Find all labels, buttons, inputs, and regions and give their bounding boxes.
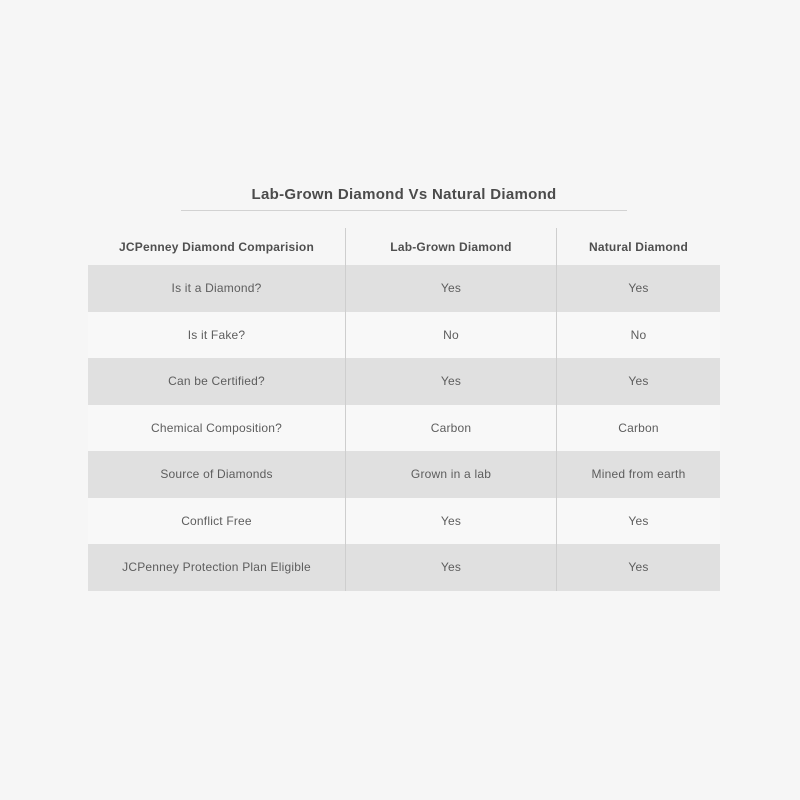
table-row [88,265,720,312]
table-row [88,312,720,359]
lab-grown-value-cell: Carbon [345,405,556,452]
table-row [88,451,720,498]
column-header-feature: JCPenney Diamond Comparision [119,239,314,254]
feature-cell: Source of Diamonds [160,467,273,482]
natural-value-cell: No [556,312,720,359]
lab-grown-value-cell: Yes [345,498,556,545]
natural-value-cell: Mined from earth [556,451,720,498]
comparison-table [88,228,720,591]
feature-cell: Is it Fake? [187,327,246,342]
column-header-lab-grown: Lab-Grown Diamond [345,228,556,265]
natural-value-cell: Yes [556,544,720,591]
natural-value-cell: Yes [556,358,720,405]
lab-grown-value-cell: Yes [345,544,556,591]
feature-cell: Conflict Free [181,513,252,528]
table-row [88,498,720,545]
feature-cell: Can be Certified? [168,374,265,389]
table-row [88,405,720,452]
feature-cell: JCPenney Protection Plan Eligible [122,560,311,575]
natural-value-cell: Carbon [556,405,720,452]
table-row [88,544,720,591]
natural-value-cell: Yes [556,265,720,312]
feature-cell: Chemical Composition? [151,420,282,435]
comparison-section [88,186,720,591]
lab-grown-value-cell: No [345,312,556,359]
table-header-row [88,228,720,265]
natural-value-cell: Yes [556,498,720,545]
table-row [88,358,720,405]
feature-cell: Is it a Diamond? [171,281,262,296]
page-title: Lab-Grown Diamond Vs Natural Diamond [251,186,557,203]
lab-grown-value-cell: Grown in a lab [345,451,556,498]
lab-grown-value-cell: Yes [345,265,556,312]
title-underline [181,210,627,211]
column-header-natural: Natural Diamond [556,228,720,265]
lab-grown-value-cell: Yes [345,358,556,405]
